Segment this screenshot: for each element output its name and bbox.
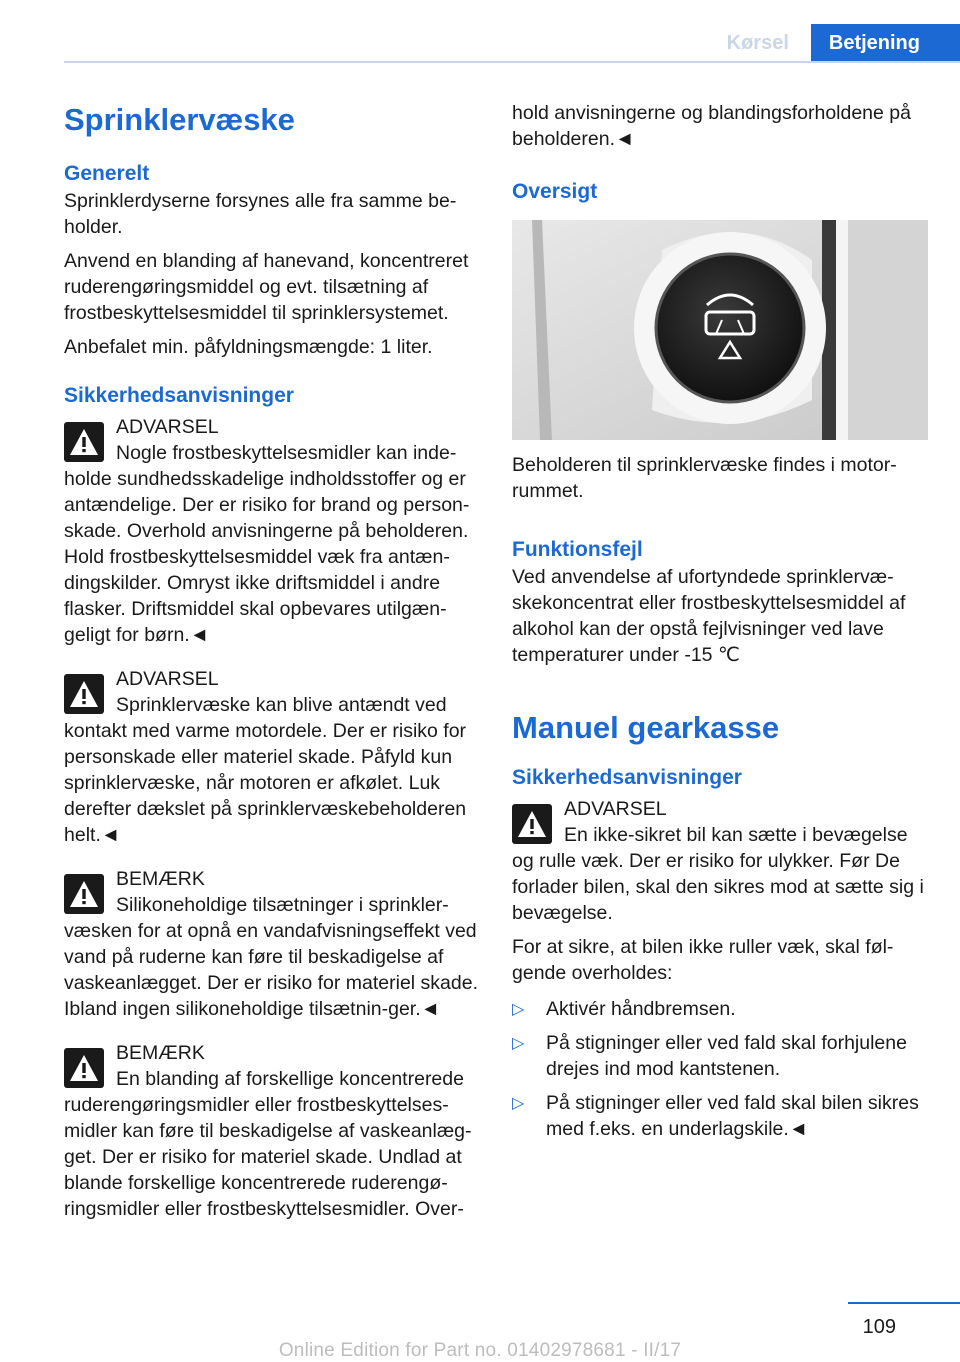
triangle-bullet-icon: ▷	[512, 1095, 525, 1112]
header-tabs	[705, 24, 960, 62]
warning-body: En ikke-sikret bil kan sætte i bevægelse og rulle væk. Der er risiko for ulykker. Før De forlader bilen, skal den sikres mod at sætte sig i bevægelse.	[512, 824, 924, 924]
continued-text: hold anvisningerne og blandingsforholdene på beholderen.◄	[512, 102, 911, 150]
triangle-bullet-icon: ▷	[512, 1035, 525, 1052]
generelt-paragraph-2: Anvend en blanding af hanevand, koncentreret ruderengøringsmiddel og evt. tilsætning af frostbeskyttelsesmiddel til sprinklersystemet.	[64, 250, 469, 324]
page-number: 109	[862, 1316, 896, 1338]
warning-title: ADVARSEL	[116, 668, 219, 690]
edition-footer: Online Edition for Part no. 01402978681 - II/17	[278, 1340, 682, 1361]
list-item-text: Aktivér håndbremsen.	[546, 998, 736, 1020]
washer-fluid-cap-photo	[512, 220, 928, 440]
list-item-text: På stigninger eller ved fald skal forhjulene drejes ind mod kantstenen.	[546, 1032, 907, 1080]
warning-block	[64, 414, 480, 648]
header-rule	[64, 61, 960, 63]
section-heading-generelt: Generelt	[64, 162, 150, 185]
warning-title: ADVARSEL	[116, 416, 219, 438]
footer-rule	[848, 1302, 960, 1304]
warning-block	[64, 666, 480, 848]
section-heading-sikkerhed-manuel: Sikkerhedsanvisninger	[512, 766, 742, 789]
list-item	[512, 1090, 928, 1142]
notice-body: En blanding af forskellige koncentrerede ruderengøringsmidler eller frostbeskyttelses-midler kan føre til beskadigelse af vaskeanlæg-get. Der er risiko for materiel skade. Undlad at blande forskellige koncentrerede ruderengø-ringsmidler eller frostbeskyttelsesmidler. Over-	[64, 1068, 472, 1220]
section-heading-funktionsfejl: Funktionsfejl	[512, 538, 643, 561]
funktionsfejl-text: Ved anvendelse af ufortyndede sprinklervæ-skekoncentrat eller frostbeskyttelsesmiddel af alkohol kan der opstå fejlvisninger ved lave temperaturer under -15 ℃	[512, 566, 906, 666]
washer-fluid-reservoir-image	[512, 220, 928, 440]
generelt-paragraph-1: Sprinklerdyserne forsynes alle fra samme be-holder.	[64, 190, 457, 238]
warning-title: ADVARSEL	[564, 798, 667, 820]
warning-triangle-icon	[64, 874, 104, 914]
tab-betjening[interactable]: Betjening	[811, 24, 960, 62]
notice-title: BEMÆRK	[116, 868, 205, 890]
precaution-list	[512, 996, 928, 1142]
manuel-gearkasse-title: Manuel gearkasse	[512, 710, 780, 745]
warning-triangle-icon	[64, 674, 104, 714]
warning-body: Nogle frostbeskyttelsesmidler kan inde-holde sundhedsskadelige indholdsstoffer og er antændelige. Der er risiko for brand og person-skade. Overhold anvisningerne på beholderen. Hold frostbeskyttelsesmiddel væk fra antæn-dingskilder. Omryst ikke driftsmiddel i andre flasker. Driftsmiddel skal opbevares utilgæn-geligt for børn.◄	[64, 442, 470, 646]
notice-body: Silikoneholdige tilsætninger i sprinkler-væsken for at opnå en vandafvisningseffekt ved vand på ruderne kan føre til beskadigelse af vaskeanlægget. Der er risiko for materiel skade. Ibland ingen silikoneholdige tilsætnin-ger.◄	[64, 894, 479, 1020]
warning-block	[512, 796, 928, 926]
notice-block	[64, 866, 480, 1022]
photo-caption: Beholderen til sprinklervæske findes i motor-rummet.	[512, 454, 897, 502]
triangle-bullet-icon: ▷	[512, 1001, 525, 1018]
tab-koersel[interactable]: Kørsel	[705, 24, 811, 62]
manuel-intro: For at sikre, at bilen ikke ruller væk, skal føl-gende overholdes:	[512, 936, 894, 984]
section-heading-oversigt: Oversigt	[512, 180, 598, 203]
page-title: Sprinklervæske	[64, 102, 295, 137]
warning-triangle-icon	[64, 422, 104, 462]
list-item	[512, 1030, 928, 1082]
notice-title: BEMÆRK	[116, 1042, 205, 1064]
left-column	[64, 100, 480, 1222]
warning-triangle-icon	[512, 804, 552, 844]
notice-block	[64, 1040, 480, 1222]
list-item	[512, 996, 928, 1022]
section-heading-sikkerhed: Sikkerhedsanvisninger	[64, 384, 294, 407]
generelt-paragraph-3: Anbefalet min. påfyldningsmængde: 1 liter.	[64, 336, 433, 358]
warning-triangle-icon	[64, 1048, 104, 1088]
warning-body: Sprinklervæske kan blive antændt ved kontakt med varme motordele. Der er risiko for personskade eller materiel skade. Påfyld kun sprinklervæske, når motoren er afkølet. Luk derefter dækslet på sprinklervæskebeholderen helt.◄	[64, 694, 467, 846]
right-column	[512, 100, 928, 1142]
list-item-text: På stigninger eller ved fald skal bilen sikres med f.eks. en underlagskile.◄	[546, 1092, 919, 1140]
